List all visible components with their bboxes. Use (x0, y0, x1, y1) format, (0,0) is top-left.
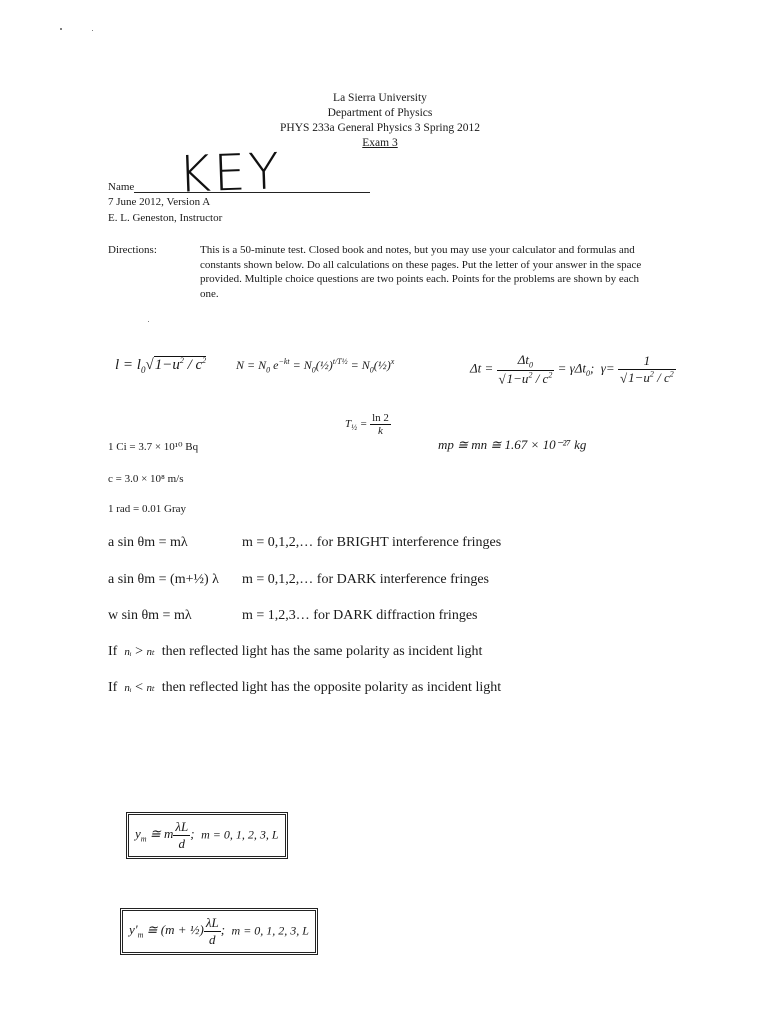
dark-interference-condition: m = 0,1,2,… for DARK interference fringes (242, 572, 489, 587)
department-name: Department of Physics (327, 107, 433, 119)
polarity-rule-same: If nᵢ > nₜ then reflected light has the same polarity as incident light (108, 644, 483, 659)
dark-diffraction-formula: w sin θm = mλ (108, 608, 192, 623)
name-label: Name (108, 181, 135, 193)
dark-interference-formula: a sin θm = (m+½) λ (108, 572, 219, 587)
polarity-text: then reflected light has the same polarity as incident light (161, 644, 483, 659)
box-range: m = 0, 1, 2, 3, L (201, 827, 279, 842)
directions-text: This is a 50-minute test. Closed book and notes, but you may use your calculator and formulas and constants shown below. Do all calculations on these pages. Put the letter of your answer in the space provided. Multiple choice questions are two points each. Points for the problems are shown by each one. (200, 244, 642, 300)
dark-diffraction-condition: m = 1,2,3… for DARK diffraction fringes (242, 608, 478, 623)
scan-speck (60, 28, 62, 30)
box-range: m = 0, 1, 2, 3, L (231, 923, 309, 938)
polarity-relation: > (135, 644, 143, 659)
bright-interference-condition: m = 0,1,2,… for BRIGHT interference fringes (242, 535, 502, 550)
nucleon-mass: mp ≅ mn ≅ 1.67 × 10⁻²⁷ kg (438, 437, 587, 452)
scan-speck (92, 30, 93, 31)
bright-fringe-position-box: $y_m$ ≅ m $\frac{\lambda L}{d}$ ; m = 0, 1, 2, 3, L (126, 812, 288, 859)
exam-title: Exam 3 (362, 137, 398, 149)
polarity-text: then reflected light has the opposite polarity as incident light (161, 680, 502, 695)
curie-constant: 1 Ci = 3.7 × 10¹⁰ Bq (108, 441, 199, 453)
university-name: La Sierra University (333, 92, 427, 104)
rad-gray-conversion: 1 rad = 0.01 Gray (108, 503, 186, 515)
dark-fringe-position-box: $y'_m$ ≅ (m + ½) $\frac{\lambda L}{d}$ ; m = 0, 1, 2, 3, L (120, 908, 318, 955)
bright-interference-formula: a sin θm = mλ (108, 535, 188, 550)
half-life-formula: $T_{\frac{1}{2}}$ = $\frac{\ln 2}{k}$ (345, 412, 389, 437)
polarity-rule-opposite: If nᵢ < nₜ then reflected light has the opposite polarity as incident light (108, 680, 502, 695)
polarity-if: If (108, 644, 118, 659)
polarity-if: If (108, 680, 118, 695)
course-title: PHYS 233a General Physics 3 Spring 2012 (280, 122, 480, 134)
time-dilation-formula: Δt = $\frac{\Delta t_0}{√1-u^2 / c^2}$ = γΔt$_0$; γ= $\frac{1}{√1-u^2 / c^2}$ (470, 352, 674, 386)
speed-of-light: c = 3.0 × 10⁸ m/s (108, 473, 184, 485)
directions-label: Directions: (108, 244, 157, 256)
length-contraction-formula: $l = l_0√1-u^2 / c^2$ (115, 356, 207, 375)
decay-formula: $N = N_0$ $e^{-kt}$ = $N_0(\frac{1}{2})^{t/T\frac{1}{2}}$ = $N_0(\frac{1}{2})^x$ (236, 357, 395, 375)
name-value-handwritten: KEY (177, 142, 283, 204)
instructor: E. L. Geneston, Instructor (108, 212, 223, 224)
date-version: 7 June 2012, Version A (108, 196, 211, 208)
polarity-relation: < (135, 680, 143, 695)
scan-speck (148, 321, 149, 322)
